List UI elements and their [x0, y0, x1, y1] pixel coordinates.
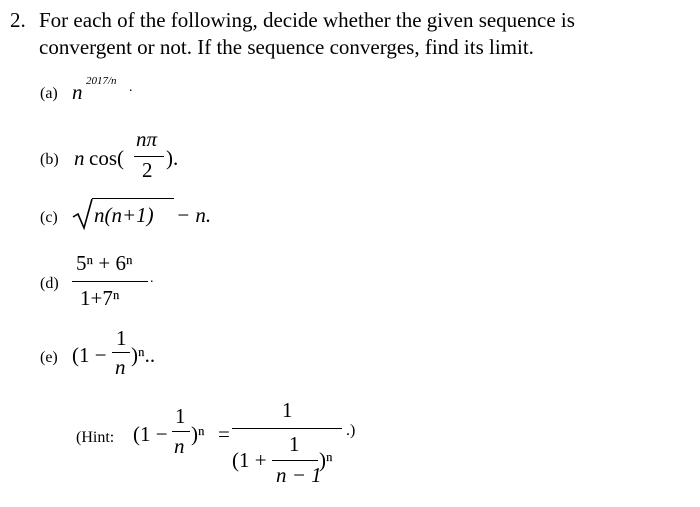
hint-end: .)	[346, 422, 356, 439]
problem-line-1: For each of the following, decide whether the given sequence is	[39, 8, 575, 32]
part-c-tail: − n.	[176, 203, 212, 227]
hint-lhs-num: 1	[175, 404, 186, 428]
hint-rhs-num: 1	[282, 398, 293, 422]
part-b-label: (b)	[40, 151, 59, 168]
part-e-den: n	[115, 355, 126, 379]
part-b-func: cos(	[89, 146, 124, 170]
part-e-close: )ⁿ..	[131, 343, 156, 367]
part-e-num: 1	[116, 326, 127, 350]
hint-rhs-fraction-bar	[232, 428, 342, 429]
hint-rhs-den-num: 1	[289, 432, 300, 456]
part-b-close: ).	[166, 146, 179, 170]
hint-rhs-den-open: (1 +	[232, 448, 267, 472]
part-c-label: (c)	[40, 209, 58, 226]
part-b-den: 2	[142, 158, 153, 182]
hint-lhs-open: (1 −	[133, 422, 168, 446]
part-a-label: (a)	[40, 85, 58, 102]
hint-rhs-den-fraction-bar	[272, 460, 318, 461]
part-b-num: nπ	[136, 127, 158, 151]
sqrt-sign-icon	[72, 197, 94, 231]
part-a-end: .	[129, 80, 133, 95]
hint-lhs-close: )ⁿ	[191, 422, 205, 446]
part-a-exponent: 2017/n	[86, 75, 117, 87]
hint-equals: =	[218, 422, 230, 446]
part-d-num: 5ⁿ + 6ⁿ	[76, 251, 133, 275]
hint-rhs-den-den: n − 1	[276, 463, 322, 487]
part-e-label: (e)	[40, 349, 58, 366]
problem-number: 2.	[10, 8, 26, 32]
hint-lhs-den: n	[174, 434, 185, 458]
hint-rhs-den-close: )ⁿ	[319, 448, 333, 472]
hint-lhs-fraction-bar	[172, 431, 190, 432]
hint-label: (Hint:	[76, 429, 115, 446]
part-d-end: .	[150, 271, 154, 286]
part-d-fraction-bar	[72, 281, 148, 282]
part-c-radical-bar	[92, 198, 174, 199]
part-b-pre: n	[74, 146, 85, 170]
part-e-fraction-bar	[112, 352, 130, 353]
part-d-den: 1+7ⁿ	[80, 286, 120, 310]
part-e-open: (1 −	[72, 343, 107, 367]
part-a-base: n	[72, 80, 83, 104]
problem-line-2: convergent or not. If the sequence converges, find its limit.	[39, 35, 534, 59]
part-d-label: (d)	[40, 275, 59, 292]
part-c-radicand: n(n+1)	[94, 203, 154, 227]
